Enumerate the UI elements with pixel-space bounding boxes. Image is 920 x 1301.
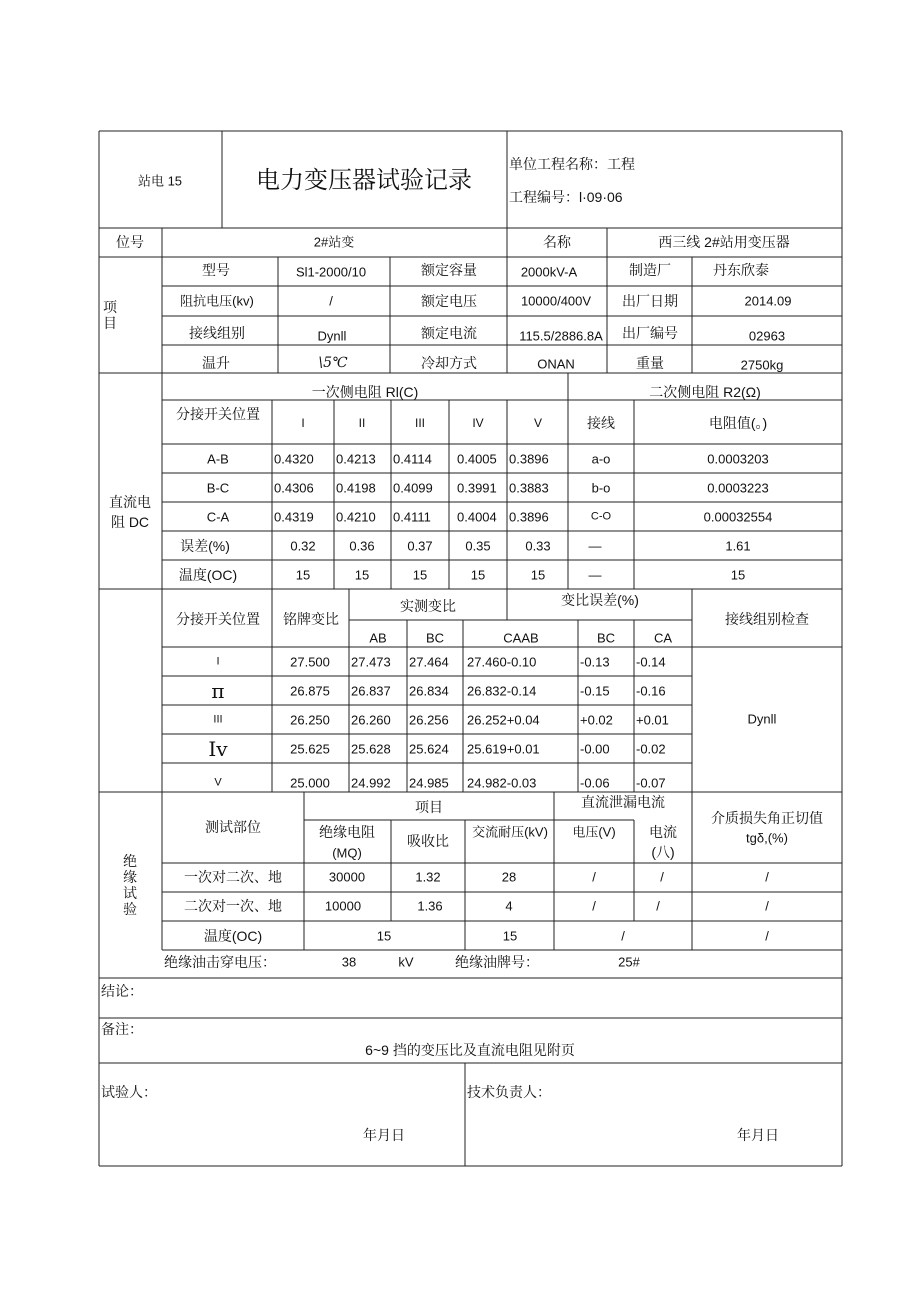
error-cell: 0.37: [407, 538, 433, 554]
ratio-cell: +0.01: [636, 712, 669, 728]
ratio-cell: 26.875: [290, 683, 330, 699]
absorption-ratio-header: 吸收比: [407, 833, 449, 849]
ratio-cell: 24.992: [351, 775, 391, 791]
ratio-tap: III: [213, 713, 223, 726]
temp-cell: 15: [412, 567, 428, 583]
dielectric-cell: /: [765, 869, 769, 885]
ratio-cell: 24.982-0.03: [467, 775, 537, 791]
page-title: 电力变压器试验记录: [256, 167, 472, 194]
item-label: 额定电流: [421, 325, 477, 341]
item-value: 02963: [748, 328, 786, 344]
resistance-cell: 0.4114: [393, 451, 432, 467]
wiring-cell: a-o: [591, 451, 611, 467]
dc-leakage-header: 直流泄漏电流: [581, 794, 665, 810]
phase-label: B-C: [206, 480, 230, 496]
item-value: \5℃: [318, 355, 348, 371]
ratio-cell: 26.260: [351, 712, 391, 728]
ir-cell: 30000: [328, 869, 366, 885]
tap-header: V: [533, 416, 543, 430]
ir-header: 绝缘电阻: [319, 824, 375, 840]
tap-header: I: [301, 416, 305, 430]
project-number: 工程编号：l·09·06: [509, 189, 623, 205]
item-value: 2000kV-A: [520, 264, 578, 280]
resistance-cell: 0.4111: [393, 509, 431, 525]
tech-lead-label: 技术负责人：: [467, 1084, 551, 1100]
leak-voltage-header: 电压(V): [572, 824, 616, 840]
ac-cell: 4: [505, 898, 513, 914]
leak-voltage-cell: /: [592, 869, 596, 885]
item-value: 10000/400V: [520, 293, 592, 309]
leak-current-header: 电流: [649, 824, 677, 840]
resistance-cell: 0.4320: [274, 451, 314, 467]
ratio-cell: +0.02: [580, 712, 613, 728]
resistance-value-header: 电阻值(。): [708, 415, 768, 431]
r2-cell: 1.61: [725, 538, 751, 554]
ratio-cell: 27.500: [290, 654, 330, 670]
insulation-item-header: 项目: [415, 799, 443, 815]
ratio-col-header: CA: [653, 630, 673, 646]
insulation-temp-label: 温度(OC): [203, 928, 263, 944]
ratio-col-header: CAAB: [503, 630, 539, 646]
item-value: 115.5/2886.8A: [519, 328, 603, 344]
item-value: 2014.09: [744, 293, 792, 309]
temp-cell: 15: [530, 567, 546, 583]
r2-cell: 0.0003223: [707, 480, 769, 496]
leak-current-cell: /: [656, 898, 660, 914]
temp-cell: 15: [295, 567, 311, 583]
ratio-cell: -0.15: [580, 683, 610, 699]
wiring-cell: —: [588, 538, 602, 554]
ratio-cell: 25.619+0.01: [467, 741, 540, 757]
resistance-cell: 0.3883: [509, 480, 549, 496]
item-label: 额定容量: [421, 262, 477, 278]
test-part-cell: 一次对二次、地: [184, 869, 282, 885]
tap-header: III: [414, 416, 426, 430]
ir-cell: 10000: [324, 898, 362, 914]
wiring-check-header: 接线组别检查: [725, 611, 809, 627]
resistance-cell: 0.4004: [457, 509, 497, 525]
r2-cell: 0.0003203: [707, 451, 769, 467]
tap-header: IV: [472, 416, 484, 430]
doc-code: 站电 15: [137, 173, 183, 189]
project-name: 单位工程名称：工程: [509, 156, 635, 172]
ratio-cell: 26.834: [409, 683, 449, 699]
conclusion-label: 结论：: [101, 983, 143, 999]
tap-header: II: [358, 416, 366, 430]
position-label: 位号: [116, 234, 144, 250]
oil-breakdown-value: 38: [341, 954, 357, 970]
dc-section-label: 直流电阻 DC: [109, 494, 151, 530]
absorption-cell: 1.36: [417, 898, 443, 914]
insulation-temp-tg: /: [765, 928, 769, 944]
tester-date: 年月日: [363, 1127, 405, 1143]
wiring-cell: C-O: [590, 510, 612, 523]
item-label: 出厂编号: [622, 325, 678, 341]
phase-label: A-B: [207, 451, 229, 467]
wiring-cell: —: [588, 567, 602, 583]
ratio-cell: 25.000: [290, 775, 330, 791]
ratio-col-header: BC: [596, 630, 616, 646]
item-value: Sl1-2000/10: [295, 264, 367, 280]
leak-voltage-cell: /: [592, 898, 596, 914]
ratio-tap-header: 分接开关位置: [176, 611, 260, 627]
item-label: 额定电压: [421, 293, 477, 309]
measured-ratio-header: 实测变比: [400, 598, 456, 614]
temp-cell: 15: [470, 567, 486, 583]
ratio-cell: -0.00: [580, 741, 610, 757]
resistance-cell: 0.4005: [457, 451, 497, 467]
remark-text: 6~9 挡的变压比及直流电阻见附页: [365, 1042, 575, 1058]
name-label: 名称: [543, 234, 571, 250]
test-part-cell: 二次对一次、地: [184, 898, 282, 914]
tester-label: 试验人：: [101, 1084, 157, 1100]
resistance-cell: 0.4306: [274, 480, 314, 496]
ratio-cell: 24.985: [409, 775, 449, 791]
ratio-error-header: 变比误差(%): [561, 592, 639, 608]
error-cell: 0.33: [525, 538, 551, 554]
ratio-tap: I: [216, 655, 220, 668]
ratio-cell: -0.02: [636, 741, 666, 757]
leak-current-cell: /: [660, 869, 664, 885]
item-label: 制造厂: [629, 262, 671, 278]
nameplate-ratio-header: 铭牌变比: [283, 611, 339, 627]
error-cell: 0.35: [465, 538, 491, 554]
insulation-temp-ir: 15: [376, 928, 392, 944]
oil-breakdown-unit: kV: [398, 954, 414, 970]
tap-position-header: 分接开关位置: [176, 406, 260, 422]
resistance-cell: 0.4099: [393, 480, 433, 496]
remark-label: 备注：: [101, 1021, 143, 1037]
item-label: 冷却方式: [421, 355, 477, 371]
ratio-cell: -0.07: [636, 775, 666, 791]
wiring-header: 接线: [587, 415, 615, 431]
r2-cell: 15: [730, 567, 746, 583]
ratio-cell: 26.832-0.14: [467, 683, 537, 699]
ratio-cell: 25.624: [409, 741, 449, 757]
wiring-cell: b-o: [591, 480, 611, 496]
error-cell: 0.32: [290, 538, 316, 554]
ratio-cell: 27.464: [409, 654, 449, 670]
ratio-cell: 25.628: [351, 741, 391, 757]
position-value: 2#站变: [313, 234, 355, 250]
ac-withstand-header: 交流耐压(kV): [472, 824, 548, 840]
item-value: /: [329, 293, 333, 309]
ac-cell: 28: [501, 869, 517, 885]
resistance-cell: 0.4198: [336, 480, 376, 496]
resistance-cell: 0.4213: [336, 451, 376, 467]
item-value: 2750kg: [740, 357, 784, 373]
resistance-cell: 0.4210: [336, 509, 376, 525]
tech-lead-date: 年月日: [737, 1127, 779, 1143]
error-row-label: 误差(%): [180, 538, 230, 554]
oil-brand-value: 25#: [618, 954, 640, 970]
oil-brand-label: 绝缘油牌号：: [455, 954, 539, 970]
error-cell: 0.36: [349, 538, 375, 554]
secondary-resistance-title: 二次侧电阻 R2(Ω): [649, 384, 761, 400]
dielectric-loss-header: 介质损失角正切值: [711, 810, 823, 826]
name-value: 西三线 2#站用变压器: [658, 234, 790, 250]
ratio-cell: 26.256: [409, 712, 449, 728]
item-label: 接线组别: [189, 325, 245, 341]
resistance-cell: 0.3991: [457, 480, 497, 496]
test-part-header: 测试部位: [205, 819, 261, 835]
temp-cell: 15: [354, 567, 370, 583]
absorption-cell: 1.32: [415, 869, 441, 885]
ratio-tap: V: [214, 776, 222, 789]
ratio-tap: Iv: [208, 737, 228, 761]
ratio-cell: 27.473: [351, 654, 391, 670]
wiring-check-value: Dynll: [747, 711, 777, 727]
ratio-cell: -0.13: [580, 654, 610, 670]
item-value: ONAN: [537, 356, 575, 372]
ratio-cell: 27.460-0.10: [467, 654, 537, 670]
item-label: 阻抗电压(kv): [180, 293, 254, 309]
ratio-cell: 26.837: [351, 683, 391, 699]
resistance-cell: 0.3896: [509, 451, 549, 467]
insulation-temp-ac: 15: [502, 928, 518, 944]
ratio-cell: -0.06: [580, 775, 610, 791]
item-section-label: 项目: [103, 299, 117, 331]
resistance-cell: 0.4319: [274, 509, 314, 525]
phase-label: C-A: [206, 509, 230, 525]
ratio-cell: -0.16: [636, 683, 666, 699]
dielectric-loss-unit: tgδ,(%): [746, 830, 788, 846]
ratio-cell: -0.14: [636, 654, 666, 670]
item-label: 出厂日期: [622, 293, 678, 309]
ratio-col-header: BC: [425, 630, 445, 646]
insulation-section-label: 绝缘试验: [123, 853, 137, 917]
item-label: 重量: [636, 355, 664, 371]
ratio-tap: π: [211, 679, 225, 703]
item-value: Dynll: [317, 328, 347, 344]
ir-unit: (MQ): [332, 845, 362, 861]
item-value: 丹东欣泰: [713, 262, 769, 278]
ratio-cell: 25.625: [290, 741, 330, 757]
ratio-cell: 26.250: [290, 712, 330, 728]
primary-resistance-title: 一次侧电阻 Rl(C): [311, 384, 419, 400]
ratio-cell: 26.252+0.04: [467, 712, 540, 728]
item-label: 型号: [202, 262, 230, 278]
insulation-temp-leak: /: [621, 928, 625, 944]
item-label: 温升: [202, 355, 230, 371]
leak-current-unit: (八): [651, 844, 675, 860]
ratio-col-header: AB: [369, 630, 387, 646]
resistance-cell: 0.3896: [509, 509, 549, 525]
r2-cell: 0.00032554: [703, 509, 773, 525]
temp-row-label: 温度(OC): [178, 567, 238, 583]
dielectric-cell: /: [765, 898, 769, 914]
oil-breakdown-label: 绝缘油击穿电压：: [164, 954, 276, 970]
